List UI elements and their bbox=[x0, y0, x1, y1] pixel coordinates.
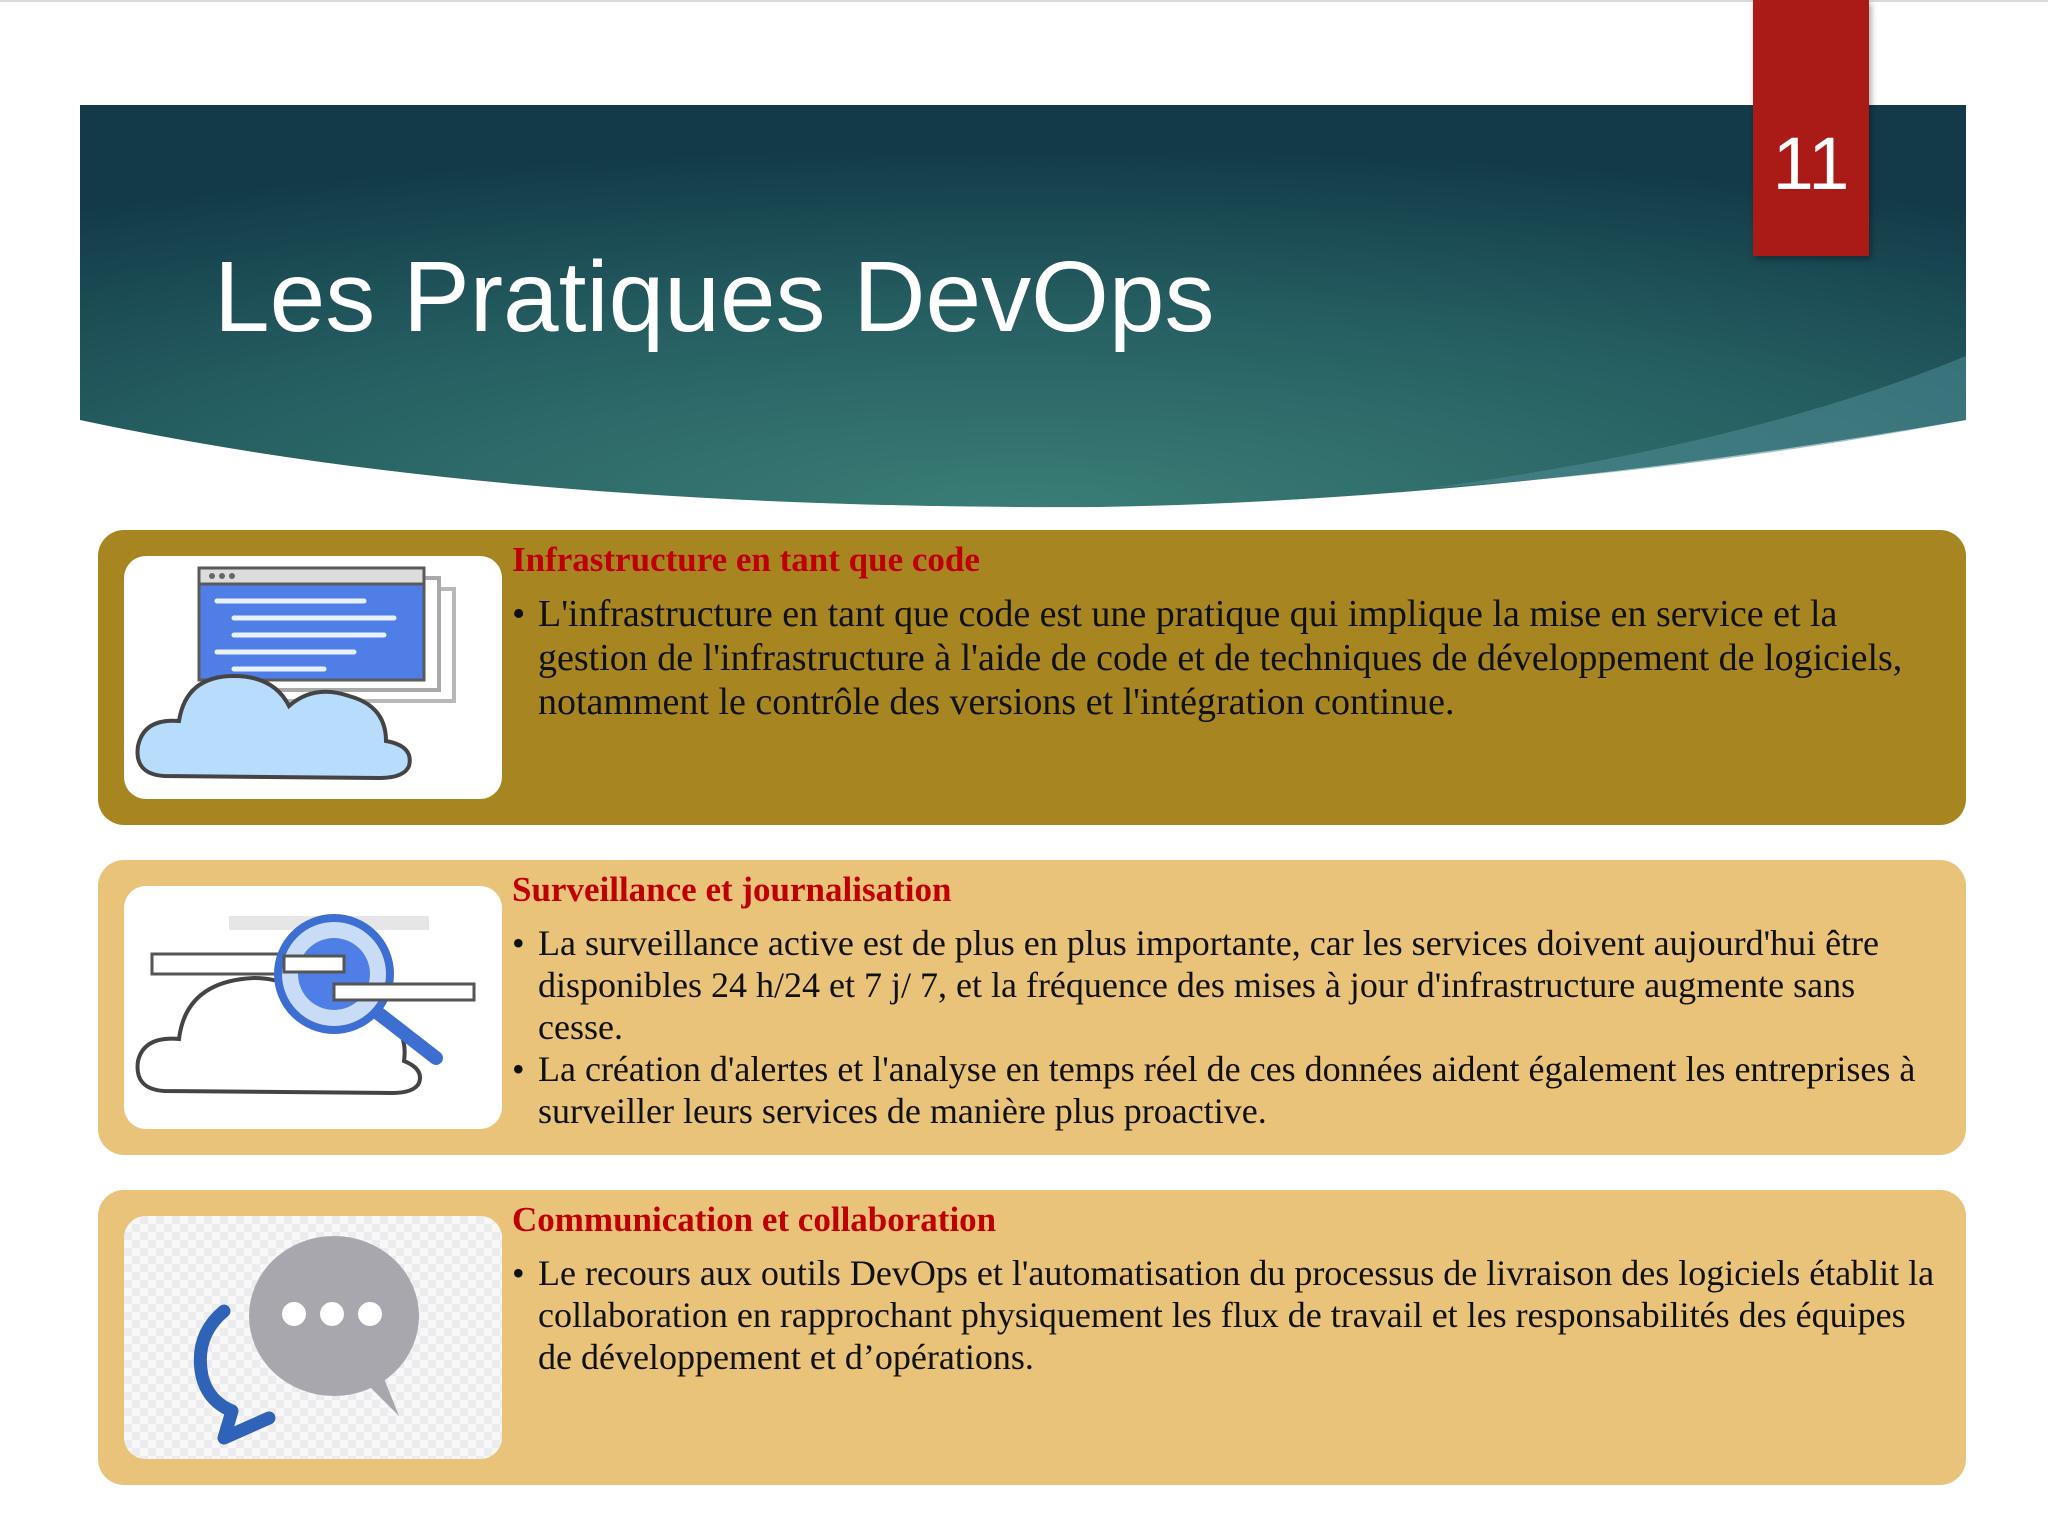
bullet-item: • Le recours aux outils DevOps et l'automatisation du processus de livraison des logiciels établit la collaboration en rapprochant physiquement les flux de travail et les responsabilités des équipes de développement et d’opérations. bbox=[512, 1252, 1944, 1378]
section-card-monitoring bbox=[98, 860, 1966, 1155]
bullet-list bbox=[512, 922, 1958, 1132]
slide-number-badge bbox=[1753, 0, 1869, 256]
bullet-list bbox=[512, 1252, 1958, 1378]
bullet-item: • La création d'alertes et l'analyse en temps réel de ces données aident également les entreprises à surveiller leurs services de manière plus proactive. bbox=[512, 1048, 1944, 1132]
section-heading: Infrastructure en tant que code bbox=[512, 540, 980, 579]
section-image bbox=[124, 886, 502, 1129]
cloud-magnifier-icon bbox=[124, 886, 502, 1129]
section-image bbox=[124, 1216, 502, 1459]
bullet-item: • L'infrastructure en tant que code est une pratique qui implique la mise en service et la gestion de l'infrastructure à l'aide de code et de techniques de développement de logiciels, notamment le contrôle des versions et l'intégration continue. bbox=[512, 592, 1944, 724]
section-content bbox=[512, 536, 1958, 724]
section-content bbox=[512, 866, 1958, 1132]
bullet-item: • La surveillance active est de plus en plus importante, car les services doivent aujourd'hui être disponibles 24 h/24 et 7 j/ 7, et la fréquence des mises à jour d'infrastructure augmente sans cesse. bbox=[512, 922, 1944, 1048]
section-content bbox=[512, 1196, 1958, 1378]
section-card-communication bbox=[98, 1190, 1966, 1485]
cloud-code-window-icon bbox=[124, 556, 502, 799]
chat-bubbles-icon bbox=[124, 1216, 502, 1459]
slide-number: 11 bbox=[1772, 122, 1850, 205]
section-heading: Communication et collaboration bbox=[512, 1200, 997, 1239]
section-image bbox=[124, 556, 502, 799]
section-heading: Surveillance et journalisation bbox=[512, 870, 952, 909]
bullet-list bbox=[512, 592, 1958, 724]
slide-title: Les Pratiques DevOps bbox=[214, 241, 1215, 353]
section-card-infrastructure bbox=[98, 530, 1966, 825]
